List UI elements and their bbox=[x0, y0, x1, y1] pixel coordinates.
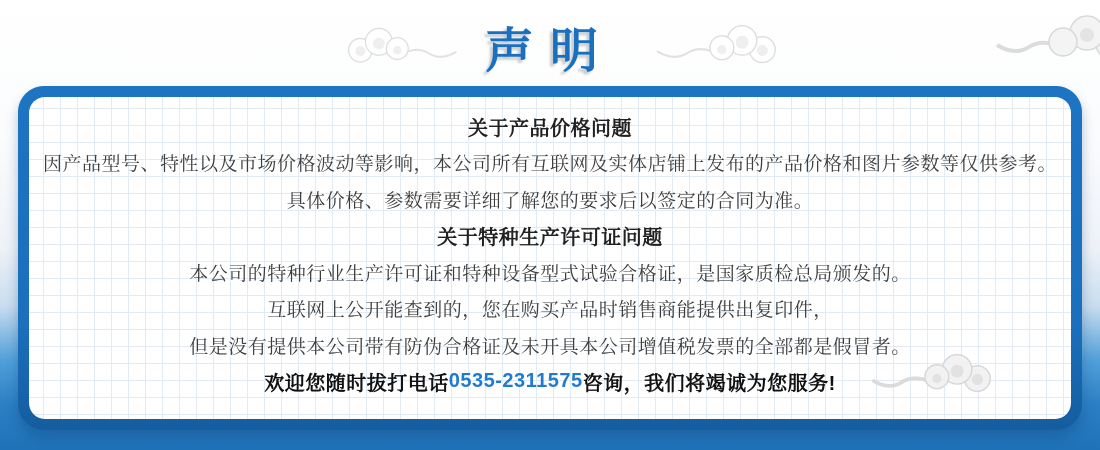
license-section-line: 互联网上公开能查到的，您在购买产品时销售商能提供出复印件， bbox=[267, 300, 833, 322]
hotline-line bbox=[264, 364, 836, 401]
hotline-suffix: 咨询，我们将竭诚为您服务! bbox=[582, 373, 836, 396]
license-section-line: 本公司的特种行业生产许可证和特种设备型式试验合格证，是国家质检总局颁发的。 bbox=[189, 263, 911, 285]
license-section-line: 但是没有提供本公司带有防伪合格证及未开具本公司增值税发票的全部都是假冒者。 bbox=[189, 336, 911, 358]
notice-card-body bbox=[29, 97, 1071, 419]
page-title: 声明 bbox=[485, 25, 615, 78]
hotline-phone-number: 0535-2311575 bbox=[448, 370, 583, 393]
price-section-line: 因产品型号、特性以及市场价格波动等影响，本公司所有互联网及实体店铺上发布的产品价格和图片参数等仅供参考。 bbox=[42, 154, 1057, 176]
price-section-heading: 关于产品价格问题 bbox=[468, 117, 632, 140]
notice-card bbox=[18, 86, 1082, 430]
license-section-heading: 关于特种生产许可证问题 bbox=[437, 227, 663, 250]
statement-header bbox=[0, 0, 1100, 86]
price-section-line: 具体价格、参数需要详细了解您的要求后以签定的合同为准。 bbox=[286, 190, 814, 212]
hotline-prefix: 欢迎您随时拔打电话 bbox=[264, 373, 449, 396]
